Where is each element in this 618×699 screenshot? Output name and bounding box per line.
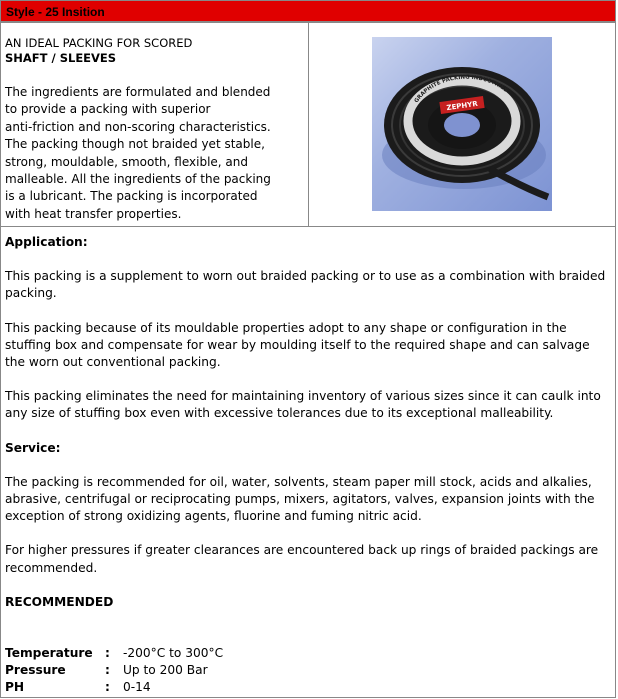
intro-line: strong, mouldable, smooth, flexible, and: [5, 154, 248, 169]
spec-value: -200°C to 300°C: [123, 646, 224, 660]
brand-label: ZEPHYR: [446, 99, 479, 113]
packing-label-text: GRAPHITE PACKING INDUSTRIES: [413, 74, 509, 105]
content-frame: [0, 22, 616, 698]
lead-line-2: SHAFT / SLEEVES: [5, 51, 117, 65]
lead-heading: [5, 36, 192, 66]
intro-section: [1, 23, 615, 227]
service-paragraph: For higher pressures if greater clearances are encountered back up rings of braided packings are recommended.: [5, 543, 599, 575]
spec-label: PH: [5, 680, 25, 694]
intro-line: The packing though not braided yet stable,: [5, 137, 265, 152]
product-image-cell: [309, 23, 615, 226]
spec-label: Pressure: [5, 663, 66, 677]
intro-paragraph: [5, 84, 307, 223]
spec-label: Temperature: [5, 646, 93, 660]
spec-separator: :: [105, 646, 110, 660]
product-photo: [372, 37, 552, 211]
spec-separator: :: [105, 680, 110, 694]
service-paragraph: The packing is recommended for oil, water, solvents, steam paper mill stock, acids and alkalies, abrasive, centrifugal or reciprocating pumps, mixers, agitators, valves, expansion joints with the exception of strong oxidizing agents, fluorine and fuming nitric acid.: [5, 474, 595, 524]
application-paragraph: This packing eliminates the need for maintaining inventory of various sizes since it can caulk into any size of stuffing box even with excessive tolerances due to its exceptional malleability.: [5, 389, 601, 421]
intro-text-cell: [1, 23, 309, 226]
intro-line: anti-friction and non-scoring characteristics.: [5, 119, 271, 134]
packing-coil-image: [372, 37, 552, 211]
application-paragraph: This packing is a supplement to worn out braided packing or to use as a combination with braided packing.: [5, 269, 606, 301]
intro-line: malleable. All the ingredients of the packing: [5, 172, 271, 187]
spec-value: 0-14: [123, 680, 151, 694]
service-heading: Service:: [5, 440, 61, 455]
spec-separator: :: [105, 663, 110, 677]
intro-line: is a lubricant. The packing is incorporated: [5, 189, 258, 204]
intro-line: with heat transfer properties.: [5, 206, 182, 221]
page-title: Style - 25 Insition: [6, 5, 105, 19]
recommended-heading: RECOMMENDED: [5, 594, 114, 609]
spec-value: Up to 200 Bar: [123, 663, 208, 677]
application-heading: Application:: [5, 235, 88, 249]
title-bar: [0, 0, 616, 22]
intro-line: The ingredients are formulated and blended: [5, 85, 271, 99]
lead-line-1: AN IDEAL PACKING FOR SCORED: [5, 36, 193, 50]
details-section: [5, 234, 611, 611]
intro-line: to provide a packing with superior: [5, 102, 211, 117]
application-paragraph: This packing because of its mouldable properties adopt to any shape or configuration in the stuffing box and compensate for wear by moulding itself to the required shape and can salvage the worn out conventional packing.: [5, 320, 590, 370]
